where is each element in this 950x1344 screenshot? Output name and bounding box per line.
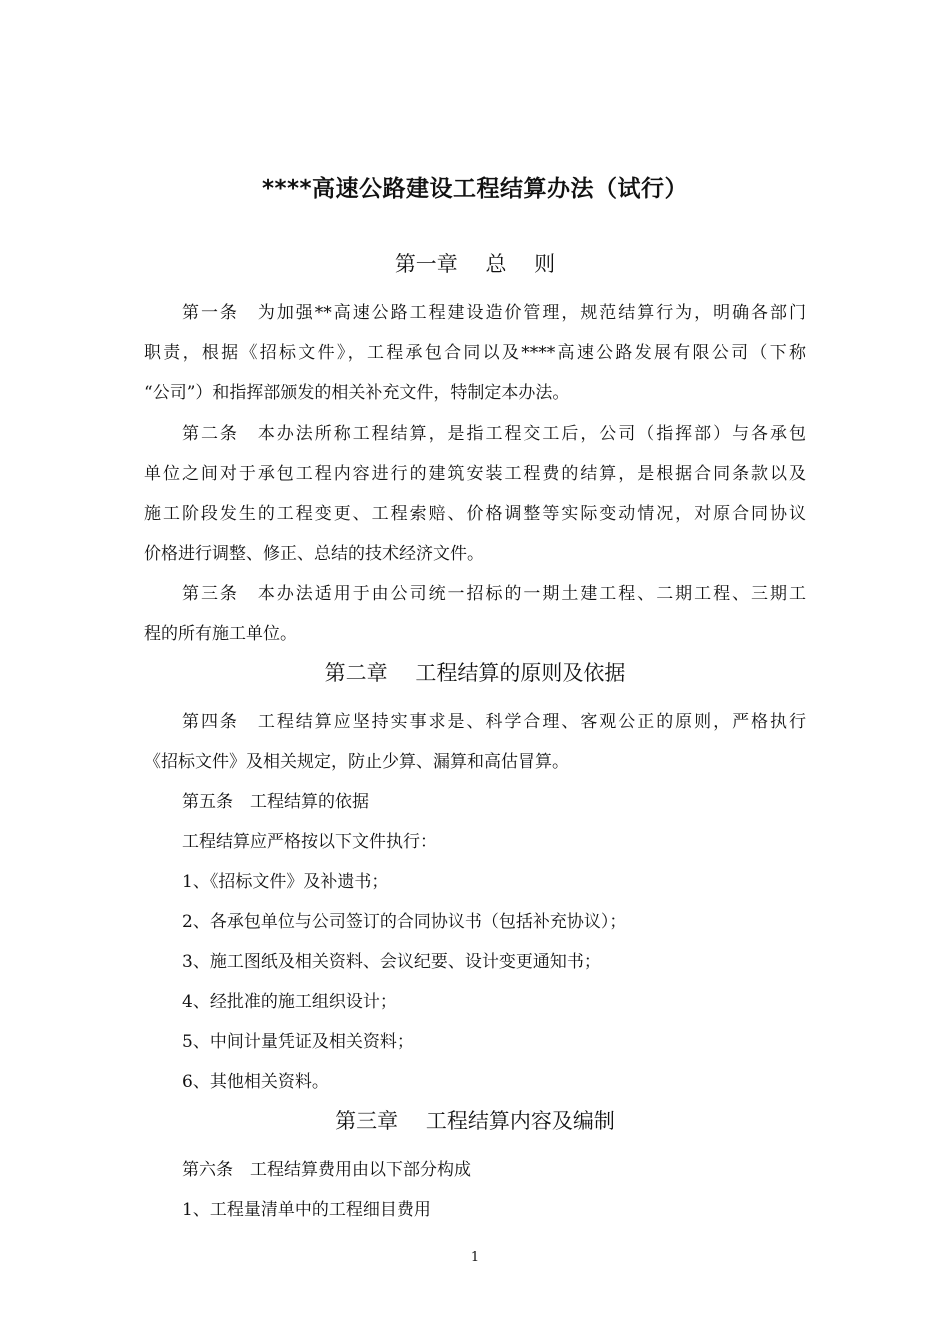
article-1-line-1: 第一条 为加强**高速公路工程建设造价管理，规范结算行为，明确各部门 (182, 303, 806, 323)
article-3-line-1: 第三条 本办法适用于由公司统一招标的一期土建工程、二期工程、三期工 (182, 584, 806, 604)
article-3-line-2: 程的所有施工单位。 (144, 624, 297, 644)
article-4-line-1: 第四条 工程结算应坚持实事求是、科学合理、客观公正的原则，严格执行 (182, 712, 806, 732)
article-1-line-3: “公司”）和指挥部颁发的相关补充文件，特制定本办法。 (144, 383, 570, 403)
article-6-heading: 第六条 工程结算费用由以下部分构成 (182, 1160, 471, 1180)
list-item: 6、其他相关资料。 (182, 1072, 329, 1092)
article-5-heading: 第五条 工程结算的依据 (182, 792, 369, 812)
article-2-line-3: 施工阶段发生的工程变更、工程索赔、价格调整等实际变动情况，对原合同协议 (144, 504, 806, 524)
document-title: ****高速公路建设工程结算办法（试行） (261, 176, 689, 202)
list-item: 3、施工图纸及相关资料、会议纪要、设计变更通知书； (182, 952, 601, 972)
article-4-line-2: 《招标文件》及相关规定，防止少算、漏算和高估冒算。 (144, 752, 569, 772)
list-item: 5、中间计量凭证及相关资料； (182, 1032, 414, 1052)
chapter-2-heading: 第二章 工程结算的原则及依据 (324, 661, 626, 685)
article-5-intro: 工程结算应严格按以下文件执行： (182, 832, 437, 852)
chapter-1-heading: 第一章 总 则 (394, 252, 556, 276)
list-item: 4、经批准的施工组织设计； (182, 992, 397, 1012)
chapter-3-heading: 第三章 工程结算内容及编制 (335, 1109, 615, 1133)
article-2-line-4: 价格进行调整、修正、总结的技术经济文件。 (144, 544, 484, 564)
article-2-line-1: 第二条 本办法所称工程结算，是指工程交工后，公司（指挥部）与各承包 (182, 424, 806, 444)
list-item: 1、工程量清单中的工程细目费用 (182, 1200, 431, 1220)
article-2-line-2: 单位之间对于承包工程内容进行的建筑安装工程费的结算，是根据合同条款以及 (144, 464, 806, 484)
page-number: 1 (470, 1250, 480, 1265)
list-item: 1、《招标文件》及补遗书； (182, 872, 389, 892)
list-item: 2、各承包单位与公司签订的合同协议书（包括补充协议）； (182, 912, 627, 932)
article-1-line-2: 职责，根据《招标文件》，工程承包合同以及****高速公路发展有限公司（下称 (144, 343, 806, 363)
